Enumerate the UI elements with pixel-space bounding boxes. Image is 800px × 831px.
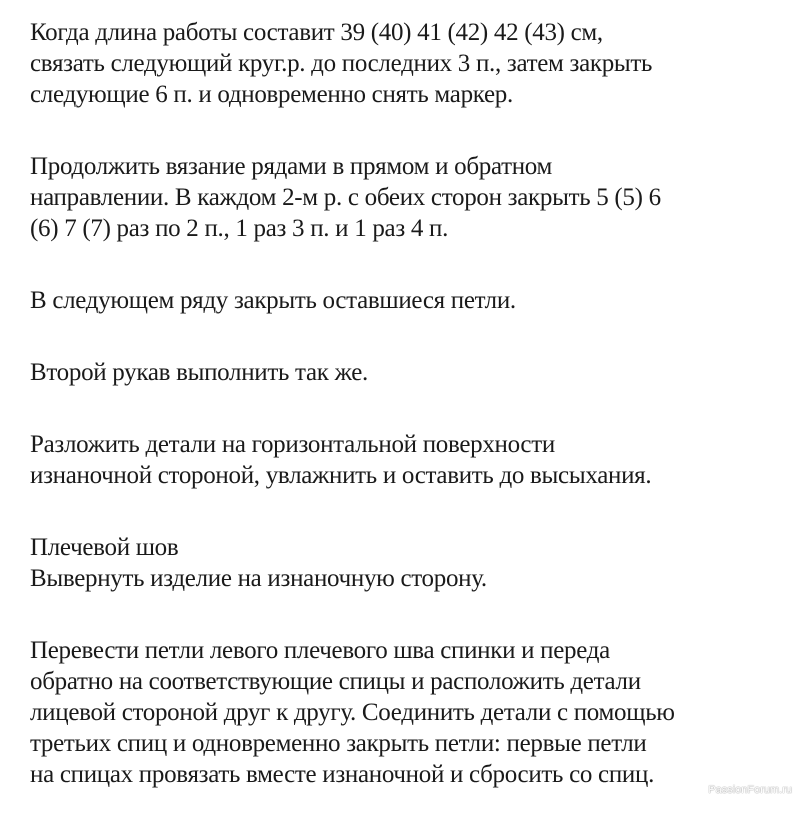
paragraph-blocking (30, 429, 800, 491)
document-body (30, 17, 800, 831)
watermark: PassionForum.ru (708, 784, 792, 796)
text-line: Вывернуть изделие на изнаночную сторону. (30, 565, 487, 592)
text-line: на спицах провязать вместе изнаночной и сбросить со спиц. (30, 761, 655, 788)
paragraph-rows-shaping (30, 151, 800, 244)
text-line: связать следующий круг.р. до последних 3 п., затем закрыть (30, 50, 653, 77)
text-line: Перевести петли левого плечевого шва спинки и переда (30, 637, 610, 664)
paragraph-second-sleeve (30, 357, 800, 388)
text-line: обратно на соответствующие спицы и расположить детали (30, 668, 641, 695)
text-line: лицевой стороной друг к другу. Соединить детали с помощью (30, 699, 675, 726)
paragraph-neck-bindoff (30, 17, 800, 110)
text-line: Разложить детали на горизонтальной поверхности (30, 431, 555, 458)
text-line: следующие 6 п. и одновременно снять маркер. (30, 81, 513, 108)
text-line: Когда длина работы составит 39 (40) 41 (42) 42 (43) см, (30, 19, 603, 46)
text-line: Продолжить вязание рядами в прямом и обратном (30, 153, 553, 180)
paragraph-three-needle-bindoff (30, 635, 800, 790)
paragraph-close-remaining (30, 285, 800, 316)
section-heading: Плечевой шов (30, 534, 179, 561)
text-line: изнаночной стороной, увлажнить и оставить до высыхания. (30, 462, 652, 489)
text-line: направлении. В каждом 2-м р. с обеих сторон закрыть 5 (5) 6 (30, 184, 661, 211)
text-line: третьих спиц и одновременно закрыть петли: первые петли (30, 730, 647, 757)
text-line: (6) 7 (7) раз по 2 п., 1 раз 3 п. и 1 раз 4 п. (30, 215, 449, 242)
text-line: В следующем ряду закрыть оставшиеся петли. (30, 287, 516, 314)
text-line: Второй рукав выполнить так же. (30, 359, 368, 386)
paragraph-shoulder-seam (30, 532, 800, 594)
